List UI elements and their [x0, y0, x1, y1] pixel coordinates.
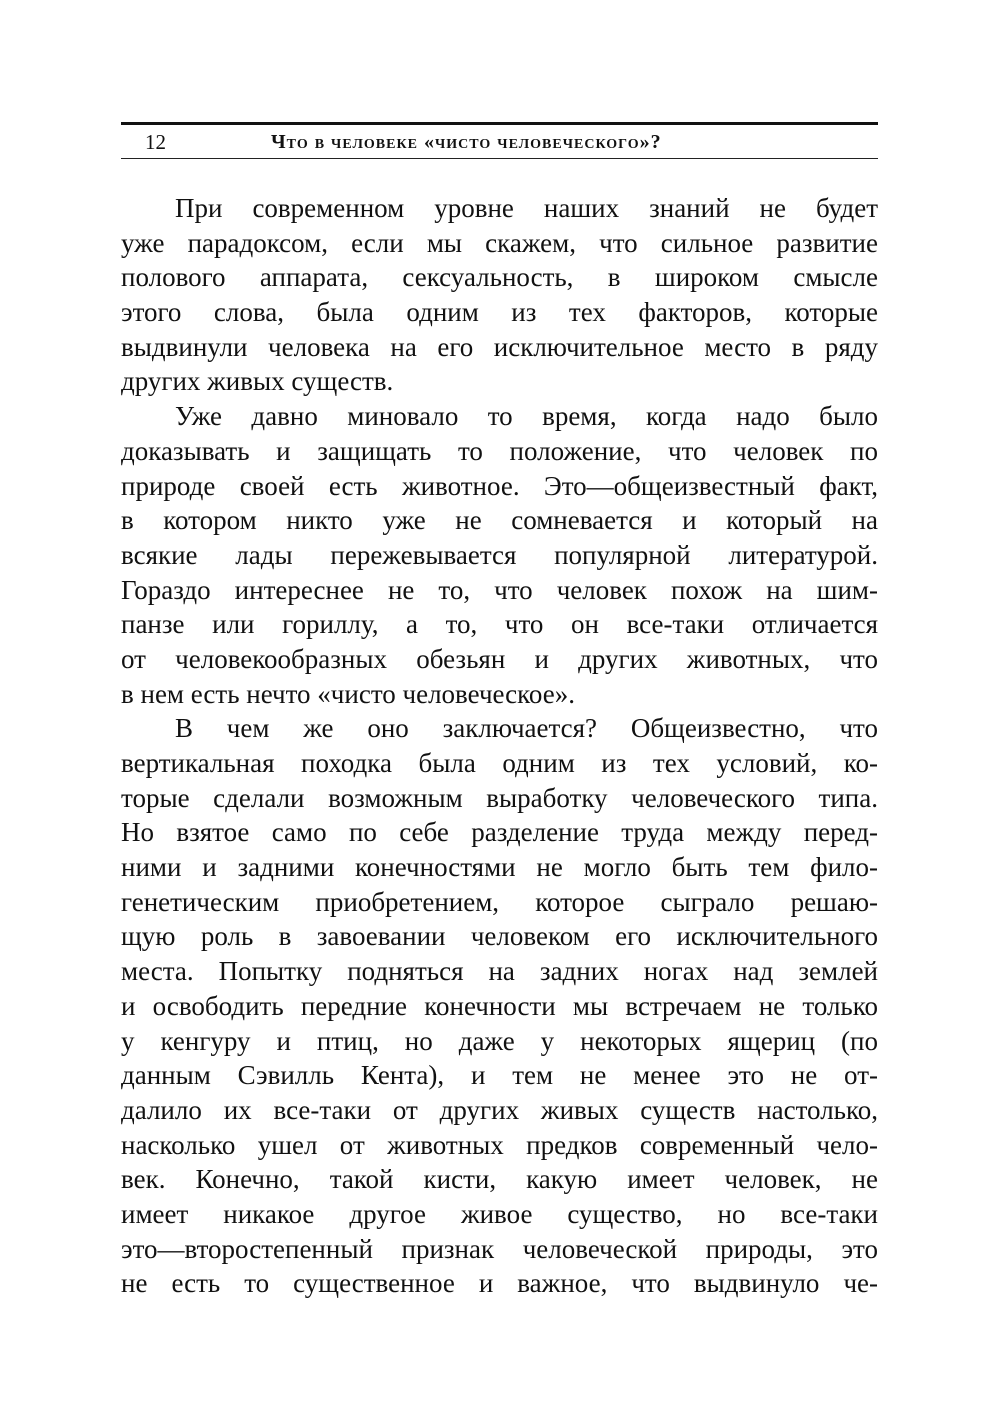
text-line: природе своей есть животное. Это—общеизвестный факт, [121, 470, 878, 501]
text-line: При современном уровне наших знаний не будет [175, 193, 878, 223]
text-line: не есть то существенное и важное, что выдвинуло че- [121, 1268, 878, 1299]
running-header [121, 128, 878, 158]
paragraph-3 [121, 711, 878, 1301]
page-number: 12 [145, 130, 166, 154]
text-line: насколько ушел от животных предков современный чело- [121, 1129, 878, 1160]
header-rule [121, 122, 878, 125]
text-line: этого слова, была одним из тех факторов, которые [121, 297, 878, 328]
text-line: век. Конечно, такой кисти, какую имеет человек, не [121, 1164, 878, 1195]
text-line: генетическим приобретением, которое сыграло решаю- [121, 886, 878, 917]
paragraph-2 [121, 399, 878, 711]
text-line: данным Сэвилль Кента), и тем не менее это не от- [121, 1060, 878, 1091]
text-line: полового аппарата, сексуальность, в широком смысле [121, 262, 878, 293]
text-line: Гораздо интереснее не то, что человек похож на шим- [121, 574, 878, 605]
text-line: ними и задними конечностями не могло быть тем фило- [121, 852, 878, 883]
text-line: других живых существ. [121, 366, 394, 397]
text-line: у кенгуру и птиц, но даже у некоторых ящериц (по [121, 1025, 878, 1056]
text-line: и освободить передние конечности мы встречаем не только [121, 990, 878, 1021]
text-line: торые сделали возможным выработку человеческого типа. [121, 782, 878, 813]
text-line: панзе или гориллу, а то, что он все-таки отличается [121, 609, 878, 640]
header-underline [121, 158, 878, 159]
running-title: Что в человеке «чисто человеческого»? [271, 131, 662, 153]
text-line: щую роль в завоевании человеком его исключительного [121, 921, 878, 952]
text-line: имеет никакое другое живое существо, но все-таки [121, 1198, 878, 1229]
text-line: это—второстепенный признак человеческой природы, это [121, 1233, 878, 1264]
text-line: в нем есть нечто «чисто человеческое». [121, 678, 575, 709]
text-line: далило их все-таки от других живых существ настолько, [121, 1094, 878, 1125]
text-line: в котором никто уже не сомневается и который на [121, 505, 878, 536]
text-line: вертикальная походка была одним из тех условий, ко- [121, 748, 878, 778]
body-text [121, 191, 878, 1301]
text-line: выдвинули человека на его исключительное место в ряду [121, 331, 878, 362]
text-line: В чем же оно заключается? Общеизвестно, что [175, 713, 878, 744]
text-line: от человекообразных обезьян и других животных, что [121, 643, 878, 674]
paragraph-1 [121, 191, 878, 399]
text-line: Но взятое само по себе разделение труда между перед- [121, 817, 878, 848]
text-line: всякие лады пережевывается популярной литературой. [121, 539, 878, 570]
text-line: уже парадоксом, если мы скажем, что сильное развитие [121, 227, 878, 258]
text-line: доказывать и защищать то положение, что человек по [121, 435, 878, 466]
text-line: места. Попытку подняться на задних ногах над землей [121, 956, 878, 987]
text-line: Уже давно миновало то время, когда надо было [175, 401, 878, 432]
